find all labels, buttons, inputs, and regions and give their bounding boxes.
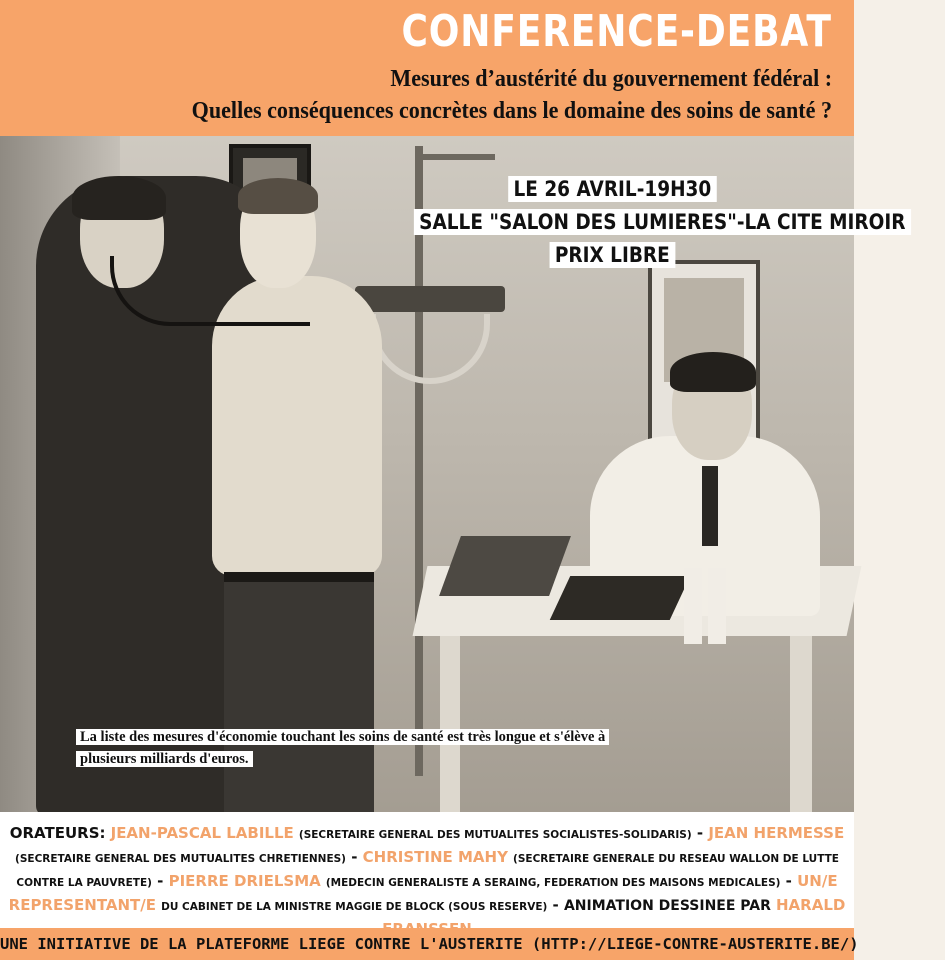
animation-label: ANIMATION DESSINEE PAR: [563, 898, 771, 914]
header-banner: [0, 0, 854, 136]
photo-desk-leg: [440, 636, 460, 812]
photo-desk-book: [550, 576, 691, 620]
speaker-separator: -: [345, 848, 363, 866]
poster-title: CONFERENCE-DEBAT: [401, 6, 832, 57]
speaker-name: JEAN-PASCAL LABILLE: [110, 824, 294, 842]
speaker-role: (MEDECIN GENERALISTE A SERAING, FEDERATION DES MAISONS MEDICALES): [325, 877, 781, 889]
photo-clerk-hair: [670, 352, 756, 392]
speaker-name: JEAN HERMESSE: [708, 824, 845, 842]
photo-doctor-hair: [72, 176, 166, 220]
photo-scale-head: [370, 314, 490, 384]
photo-clerk-tie: [702, 466, 718, 546]
photo-desk-tubes: [684, 568, 728, 644]
event-date: LE 26 AVRIL-19H30: [508, 176, 716, 202]
event-price: PRIX LIBRE: [549, 242, 674, 268]
speakers-label: ORATEURS:: [9, 824, 106, 842]
speaker-role: DU CABINET DE LA MINISTRE MAGGIE DE BLOCK (SOUS RESERVE): [161, 901, 548, 913]
photo-caption: [76, 726, 608, 770]
caption-text: La liste des mesures d'économie touchant les soins de santé est très longue et s'élève à plusieurs milliards d'euros.: [76, 729, 609, 767]
event-info: [380, 176, 906, 275]
footer-banner: [0, 928, 859, 960]
speaker-name: CHRISTINE MAHY: [362, 848, 508, 866]
photo-patient-hair: [238, 178, 318, 214]
speakers-section: [0, 812, 854, 928]
subtitle-line-2: Quelles conséquences concrètes dans le domaine des soins de santé ?: [191, 98, 832, 124]
event-venue: SALLE "SALON DES LUMIERES"-LA CITE MIROIR: [414, 209, 911, 235]
subtitle-line-1: Mesures d’austérité du gouvernement fédéral :: [390, 66, 832, 92]
footer-text: UNE INITIATIVE DE LA PLATEFORME LIEGE CONTRE L'AUSTERITE (HTTP://LIEGE-CONTRE-AUSTERITE.BE/): [0, 935, 859, 953]
speaker-separator: -: [691, 824, 709, 842]
animation-artist: HARALD: [776, 896, 846, 914]
speaker-separator: -: [151, 872, 169, 890]
speaker-separator: -: [547, 896, 564, 914]
speaker-role: (SECRETAIRE GENERALE DU RESEAU WALLON DE LUTTE CONTRE LA PAUVRETE): [16, 853, 839, 889]
speaker-name: UN/E REPRESENTANT/E: [8, 872, 838, 914]
speaker-role: (SECRETAIRE GENERAL DES MUTUALITES SOCIALISTES-SOLIDARIS): [298, 829, 692, 841]
photo-desk-leg: [790, 636, 812, 812]
photo-patient-belt: [224, 572, 374, 582]
speaker-separator: -: [780, 872, 798, 890]
photo-desk-device: [439, 536, 571, 596]
speaker-role: (SECRETAIRE GENERAL DES MUTUALITES CHRETIENNES): [15, 853, 346, 865]
photo-stethoscope: [110, 256, 310, 326]
photo-scale-arm: [415, 154, 495, 160]
photo-patient-trousers: [224, 576, 374, 812]
photo-scale-beam: [355, 286, 505, 312]
speaker-name: PIERRE DRIELSMA: [168, 872, 321, 890]
